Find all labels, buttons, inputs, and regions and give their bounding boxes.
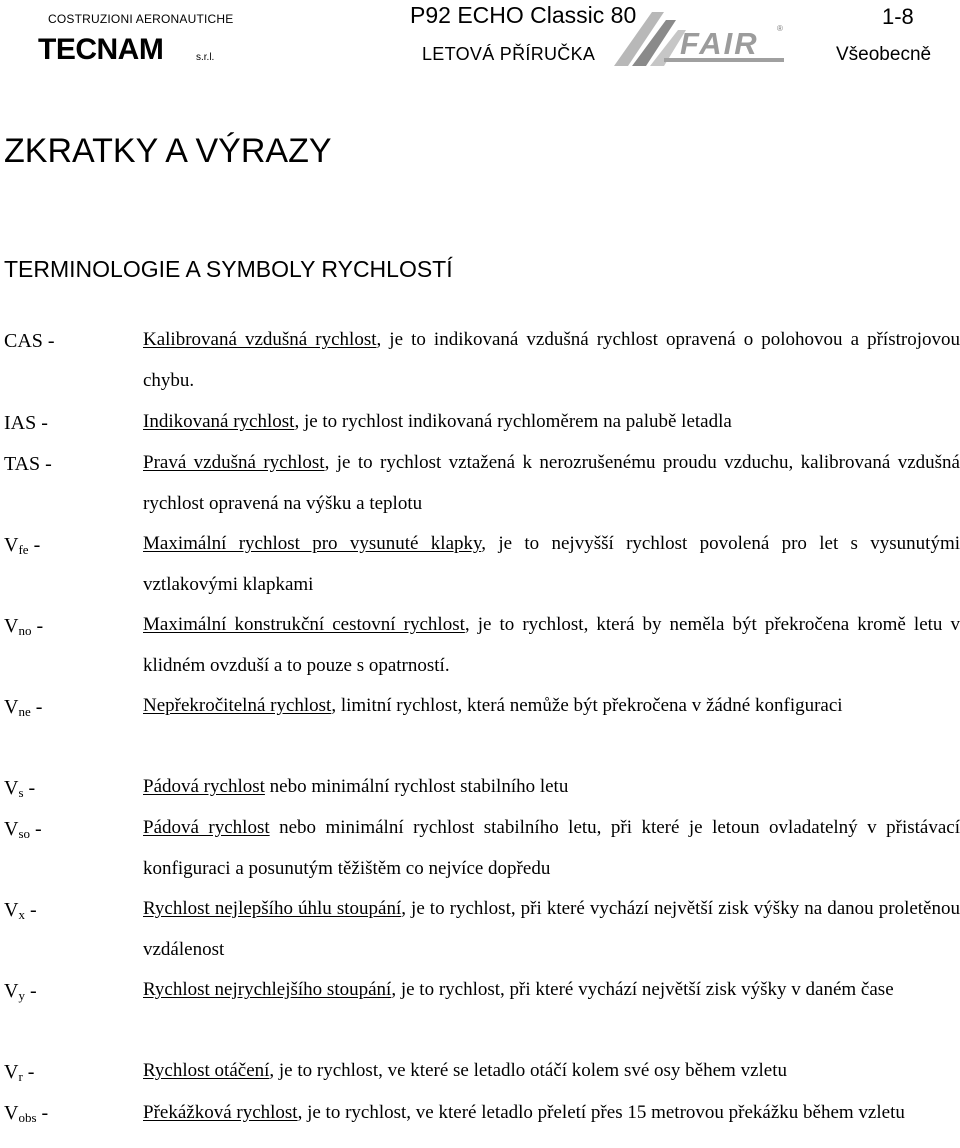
entry-definition: Nepřekročitelná rychlost, limitní rychlost, která nemůže být překročena v žádné konfiguraci (143, 695, 843, 716)
entry-definition: Rychlost otáčení, je to rychlost, ve které se letadlo otáčí kolem své osy během vzletu (143, 1060, 787, 1081)
entry-term: Kalibrovaná vzdušná rychlost (143, 329, 377, 350)
entry-definition: Indikovaná rychlost, je to rychlost indikovaná rychloměrem na palubě letadla (143, 411, 732, 432)
entry-term: Rychlost nejlepšího úhlu stoupání (143, 898, 402, 919)
tecnam-logo-suffix: s.r.l. (196, 52, 215, 63)
entry-definition: Maximální rychlost pro vysunuté klapky, je to nejvyšší rychlost povolená pro let s vysunutými vztlakovými klapkami (143, 533, 960, 595)
entry-symbol: $V_y$ - (4, 980, 37, 1003)
entry-term: Překážková rychlost (143, 1102, 298, 1123)
entry-symbol: $V_{obs}$ - (4, 1102, 49, 1125)
entry-term: Pravá vzdušná rychlost (143, 452, 325, 473)
entry-term: Pádová rychlost (143, 776, 265, 797)
section-name: Všeobecně (836, 44, 932, 65)
page-title: ZKRATKY A VÝRAZY (4, 132, 332, 170)
entry-symbol: $V_{so}$ - (4, 818, 42, 841)
manual-name: LETOVÁ PŘÍRUČKA (422, 44, 596, 64)
entry-term: Maximální rychlost pro vysunuté klapky (143, 533, 482, 554)
entry-symbol: $V_s$ - (4, 777, 36, 800)
entry-definition: Pádová rychlost nebo minimální rychlost stabilního letu, při které je letoun ovladatelný v přistávací konfiguraci a posunutým těžištěm co nejvíce dopředu (143, 817, 960, 879)
entry-term: Indikovaná rychlost (143, 411, 295, 432)
entry-definition: Rychlost nejrychlejšího stoupání, je to rychlost, při které vychází největší zisk výšky v daném čase (143, 979, 894, 1000)
entry-term: Pádová rychlost (143, 817, 270, 838)
company-name: COSTRUZIONI AERONAUTICHE (48, 12, 234, 26)
entry-term: Maximální konstrukční cestovní rychlost (143, 614, 465, 635)
entry-definition: Kalibrovaná vzdušná rychlost, je to indikovaná vzdušná rychlost opravená o polohovou a přístrojovou chybu. (143, 329, 960, 391)
fair-logo-text: FAIR (680, 26, 759, 61)
fair-registered-mark: ® (777, 24, 783, 33)
entry-symbol: $V_{fe}$ - (4, 534, 41, 557)
entry-definition: Maximální konstrukční cestovní rychlost, je to rychlost, která by neměla být překročena kromě letu v klidném ovzduší a to pouze s opatrností. (143, 614, 960, 676)
entry-definition: Překážková rychlost, je to rychlost, ve které letadlo přeletí přes 15 metrovou překážku během vzletu (143, 1102, 905, 1123)
entry-symbol: IAS - (4, 412, 48, 434)
page-header (0, 0, 960, 80)
entry-term: Rychlost otáčení (143, 1060, 270, 1081)
page-number: 1-8 (882, 4, 914, 29)
entry-symbol: $V_r$ - (4, 1061, 35, 1084)
entry-definition: Pádová rychlost nebo minimální rychlost stabilního letu (143, 776, 569, 797)
entry-term: Nepřekročitelná rychlost (143, 695, 332, 716)
entry-definition: Pravá vzdušná rychlost, je to rychlost vztažená k nerozrušenému proudu vzduchu, kalibrovaná vzdušná rychlost opravená na výšku a teplotu (143, 452, 960, 514)
entry-symbol: $V_{no}$ - (4, 615, 44, 638)
entry-symbol: TAS - (4, 453, 52, 475)
aircraft-model: P92 ECHO Classic 80 (410, 2, 637, 28)
section-subtitle: TERMINOLOGIE A SYMBOLY RYCHLOSTÍ (4, 256, 453, 282)
entry-symbol: CAS - (4, 330, 55, 352)
entry-term: Rychlost nejrychlejšího stoupání (143, 979, 392, 1000)
tecnam-logo: TECNAM (38, 33, 164, 66)
entry-symbol: $V_{ne}$ - (4, 696, 43, 719)
entry-symbol: $V_x$ - (4, 899, 37, 922)
entry-definition: Rychlost nejlepšího úhlu stoupání, je to rychlost, při které vychází největší zisk výšky na danou proletěnou vzdálenost (143, 898, 960, 960)
